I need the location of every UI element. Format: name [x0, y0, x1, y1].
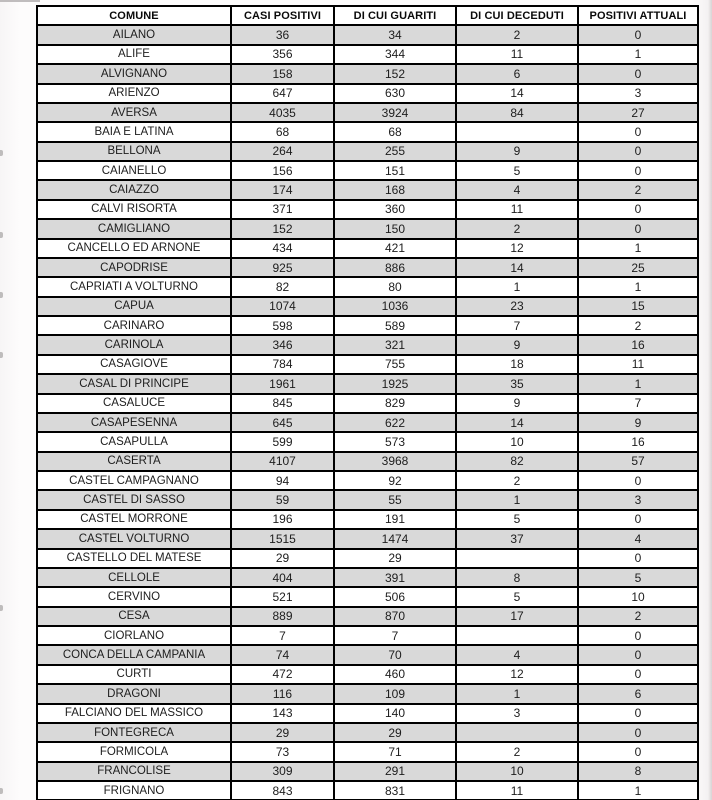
table-row — [38, 550, 699, 569]
cell-casi-positivi: 29 — [232, 724, 335, 743]
cell-di-cui-guariti: 1036 — [335, 298, 457, 317]
cell-positivi-attuali: 0 — [579, 743, 699, 762]
cell-di-cui-deceduti: 82 — [457, 453, 579, 472]
scan-speck — [0, 292, 3, 298]
cell-di-cui-guariti: 71 — [335, 743, 457, 762]
cell-di-cui-deceduti: 4 — [457, 646, 579, 665]
scan-speck — [0, 232, 3, 238]
table-row — [38, 472, 699, 491]
cell-di-cui-deceduti: 7 — [457, 317, 579, 336]
cell-casi-positivi: 94 — [232, 472, 335, 491]
cell-di-cui-deceduti: 2 — [457, 26, 579, 45]
cell-di-cui-deceduti: 4 — [457, 181, 579, 200]
cell-casi-positivi: 4035 — [232, 104, 335, 123]
cell-comune: CAPRIATI A VOLTURNO — [38, 278, 232, 297]
cell-positivi-attuali: 3 — [579, 491, 699, 510]
cell-positivi-attuali: 0 — [579, 511, 699, 530]
cell-casi-positivi: 647 — [232, 85, 335, 104]
cell-di-cui-guariti: 360 — [335, 201, 457, 220]
cell-casi-positivi: 264 — [232, 143, 335, 162]
cell-positivi-attuali: 0 — [579, 201, 699, 220]
scan-speck — [0, 150, 3, 156]
cell-di-cui-guariti: 68 — [335, 123, 457, 142]
table-row — [38, 278, 699, 297]
cell-di-cui-guariti: 886 — [335, 259, 457, 278]
table-row — [38, 588, 699, 607]
cell-casi-positivi: 82 — [232, 278, 335, 297]
cell-positivi-attuali: 15 — [579, 298, 699, 317]
cell-casi-positivi: 73 — [232, 743, 335, 762]
cell-di-cui-deceduti: 17 — [457, 608, 579, 627]
table-row — [38, 336, 699, 355]
cell-positivi-attuali: 16 — [579, 336, 699, 355]
cell-casi-positivi: 845 — [232, 395, 335, 414]
table-row — [38, 530, 699, 549]
cell-di-cui-guariti: 29 — [335, 724, 457, 743]
table-row — [38, 666, 699, 685]
cell-positivi-attuali: 0 — [579, 143, 699, 162]
cell-di-cui-guariti: 168 — [335, 181, 457, 200]
cell-positivi-attuali: 1 — [579, 375, 699, 394]
cell-casi-positivi: 1961 — [232, 375, 335, 394]
cell-positivi-attuali: 0 — [579, 705, 699, 724]
cell-comune: CAPUA — [38, 298, 232, 317]
cell-casi-positivi: 74 — [232, 646, 335, 665]
table-row — [38, 85, 699, 104]
cell-positivi-attuali: 1 — [579, 278, 699, 297]
cell-di-cui-deceduti: 2 — [457, 220, 579, 239]
cell-positivi-attuali: 3 — [579, 85, 699, 104]
cell-di-cui-guariti: 589 — [335, 317, 457, 336]
cell-positivi-attuali: 2 — [579, 181, 699, 200]
cell-casi-positivi: 598 — [232, 317, 335, 336]
cell-positivi-attuali: 4 — [579, 530, 699, 549]
cell-positivi-attuali: 5 — [579, 569, 699, 588]
scan-speck — [0, 605, 3, 611]
cell-comune: ALIFE — [38, 46, 232, 65]
cell-di-cui-guariti: 870 — [335, 608, 457, 627]
cell-di-cui-deceduti — [457, 627, 579, 646]
cell-di-cui-guariti: 7 — [335, 627, 457, 646]
cell-di-cui-guariti: 80 — [335, 278, 457, 297]
table-row — [38, 646, 699, 665]
cell-positivi-attuali: 10 — [579, 588, 699, 607]
table-row — [38, 162, 699, 181]
table-row — [38, 181, 699, 200]
cell-di-cui-guariti: 291 — [335, 763, 457, 782]
cell-comune: CASAPULLA — [38, 433, 232, 452]
table-row — [38, 201, 699, 220]
cell-comune: FORMICOLA — [38, 743, 232, 762]
cell-comune: FALCIANO DEL MASSICO — [38, 705, 232, 724]
cell-comune: CASAPESENNA — [38, 414, 232, 433]
cell-comune: FRIGNANO — [38, 782, 232, 800]
cell-positivi-attuali: 0 — [579, 472, 699, 491]
cell-di-cui-guariti: 255 — [335, 143, 457, 162]
cell-casi-positivi: 29 — [232, 550, 335, 569]
table-row — [38, 705, 699, 724]
cell-comune: AVERSA — [38, 104, 232, 123]
cell-di-cui-guariti: 1474 — [335, 530, 457, 549]
cell-positivi-attuali: 0 — [579, 162, 699, 181]
cell-casi-positivi: 843 — [232, 782, 335, 800]
cell-di-cui-guariti: 151 — [335, 162, 457, 181]
covid-table — [36, 5, 699, 800]
cell-comune: CASTEL DI SASSO — [38, 491, 232, 510]
table-row — [38, 395, 699, 414]
table-row — [38, 685, 699, 704]
cell-di-cui-deceduti: 18 — [457, 356, 579, 375]
cell-di-cui-deceduti: 9 — [457, 395, 579, 414]
cell-di-cui-guariti: 70 — [335, 646, 457, 665]
cell-di-cui-guariti: 344 — [335, 46, 457, 65]
cell-di-cui-deceduti: 6 — [457, 65, 579, 84]
cell-comune: CALVI RISORTA — [38, 201, 232, 220]
table-row — [38, 317, 699, 336]
cell-positivi-attuali: 1 — [579, 46, 699, 65]
table-row — [38, 143, 699, 162]
cell-comune: CASTEL CAMPAGNANO — [38, 472, 232, 491]
table-row — [38, 763, 699, 782]
cell-di-cui-guariti: 29 — [335, 550, 457, 569]
table-row — [38, 414, 699, 433]
cell-casi-positivi: 356 — [232, 46, 335, 65]
cell-di-cui-deceduti: 12 — [457, 240, 579, 259]
cell-di-cui-deceduti: 9 — [457, 143, 579, 162]
table-row — [38, 123, 699, 142]
cell-casi-positivi: 158 — [232, 65, 335, 84]
cell-di-cui-deceduti: 1 — [457, 685, 579, 704]
table-row — [38, 356, 699, 375]
table-row — [38, 453, 699, 472]
table-row — [38, 782, 699, 800]
cell-di-cui-guariti: 140 — [335, 705, 457, 724]
column-header-di-cui-deceduti: DI CUI DECEDUTI — [457, 7, 579, 26]
cell-casi-positivi: 784 — [232, 356, 335, 375]
table-row — [38, 46, 699, 65]
cell-di-cui-deceduti: 9 — [457, 336, 579, 355]
cell-casi-positivi: 404 — [232, 569, 335, 588]
cell-di-cui-deceduti: 11 — [457, 782, 579, 800]
cell-casi-positivi: 68 — [232, 123, 335, 142]
cell-comune: BELLONA — [38, 143, 232, 162]
cell-casi-positivi: 346 — [232, 336, 335, 355]
cell-comune: DRAGONI — [38, 685, 232, 704]
table-row — [38, 743, 699, 762]
cell-di-cui-deceduti: 14 — [457, 414, 579, 433]
table-row — [38, 511, 699, 530]
cell-casi-positivi: 196 — [232, 511, 335, 530]
cell-di-cui-deceduti: 3 — [457, 705, 579, 724]
cell-casi-positivi: 645 — [232, 414, 335, 433]
cell-di-cui-deceduti: 1 — [457, 491, 579, 510]
cell-di-cui-guariti: 829 — [335, 395, 457, 414]
table-row — [38, 433, 699, 452]
header-row — [38, 7, 699, 26]
cell-di-cui-guariti: 460 — [335, 666, 457, 685]
column-header-positivi-attuali: POSITIVI ATTUALI — [579, 7, 699, 26]
cell-di-cui-deceduti — [457, 123, 579, 142]
table-body — [38, 26, 699, 800]
cell-di-cui-deceduti — [457, 724, 579, 743]
cell-comune: ALVIGNANO — [38, 65, 232, 84]
cell-di-cui-guariti: 3968 — [335, 453, 457, 472]
cell-casi-positivi: 434 — [232, 240, 335, 259]
cell-di-cui-deceduti: 5 — [457, 162, 579, 181]
cell-comune: FONTEGRECA — [38, 724, 232, 743]
cell-comune: CAPODRISE — [38, 259, 232, 278]
cell-di-cui-deceduti: 11 — [457, 201, 579, 220]
cell-casi-positivi: 4107 — [232, 453, 335, 472]
cell-comune: CASAGIOVE — [38, 356, 232, 375]
cell-comune: BAIA E LATINA — [38, 123, 232, 142]
cell-di-cui-deceduti: 12 — [457, 666, 579, 685]
cell-di-cui-deceduti: 37 — [457, 530, 579, 549]
cell-positivi-attuali: 2 — [579, 608, 699, 627]
cell-di-cui-deceduti: 10 — [457, 433, 579, 452]
cell-positivi-attuali: 0 — [579, 123, 699, 142]
cell-comune: ARIENZO — [38, 85, 232, 104]
cell-positivi-attuali: 1 — [579, 240, 699, 259]
cell-di-cui-guariti: 150 — [335, 220, 457, 239]
cell-casi-positivi: 174 — [232, 181, 335, 200]
cell-positivi-attuali: 0 — [579, 666, 699, 685]
cell-casi-positivi: 116 — [232, 685, 335, 704]
cell-comune: CAIANELLO — [38, 162, 232, 181]
cell-di-cui-guariti: 755 — [335, 356, 457, 375]
cell-positivi-attuali: 0 — [579, 724, 699, 743]
cell-positivi-attuali: 0 — [579, 627, 699, 646]
cell-casi-positivi: 156 — [232, 162, 335, 181]
cell-comune: CERVINO — [38, 588, 232, 607]
cell-di-cui-deceduti: 23 — [457, 298, 579, 317]
cell-comune: CARINOLA — [38, 336, 232, 355]
table-row — [38, 65, 699, 84]
cell-positivi-attuali: 1 — [579, 782, 699, 800]
scan-artifact-right-edge — [708, 0, 712, 800]
cell-comune: CANCELLO ED ARNONE — [38, 240, 232, 259]
cell-positivi-attuali: 25 — [579, 259, 699, 278]
cell-comune: AILANO — [38, 26, 232, 45]
column-header-comune: COMUNE — [38, 7, 232, 26]
cell-di-cui-guariti: 391 — [335, 569, 457, 588]
cell-positivi-attuali: 0 — [579, 550, 699, 569]
cell-di-cui-guariti: 109 — [335, 685, 457, 704]
cell-di-cui-deceduti: 84 — [457, 104, 579, 123]
cell-di-cui-guariti: 831 — [335, 782, 457, 800]
cell-casi-positivi: 152 — [232, 220, 335, 239]
cell-di-cui-guariti: 321 — [335, 336, 457, 355]
cell-positivi-attuali: 8 — [579, 763, 699, 782]
cell-di-cui-guariti: 152 — [335, 65, 457, 84]
cell-casi-positivi: 36 — [232, 26, 335, 45]
cell-di-cui-guariti: 3924 — [335, 104, 457, 123]
column-header-di-cui-guariti: DI CUI GUARITI — [335, 7, 457, 26]
cell-positivi-attuali: 7 — [579, 395, 699, 414]
cell-positivi-attuali: 2 — [579, 317, 699, 336]
cell-casi-positivi: 925 — [232, 259, 335, 278]
cell-casi-positivi: 309 — [232, 763, 335, 782]
cell-casi-positivi: 143 — [232, 705, 335, 724]
cell-di-cui-deceduti: 10 — [457, 763, 579, 782]
cell-comune: FRANCOLISE — [38, 763, 232, 782]
table-row — [38, 375, 699, 394]
cell-casi-positivi: 1074 — [232, 298, 335, 317]
cell-positivi-attuali: 27 — [579, 104, 699, 123]
scan-speck — [0, 788, 3, 794]
cell-di-cui-guariti: 622 — [335, 414, 457, 433]
table-row — [38, 26, 699, 45]
cell-di-cui-guariti: 191 — [335, 511, 457, 530]
table-row — [38, 259, 699, 278]
cell-comune: CONCA DELLA CAMPANIA — [38, 646, 232, 665]
table-row — [38, 240, 699, 259]
cell-positivi-attuali: 0 — [579, 65, 699, 84]
cell-casi-positivi: 371 — [232, 201, 335, 220]
cell-comune: CELLOLE — [38, 569, 232, 588]
cell-di-cui-deceduti: 5 — [457, 511, 579, 530]
cell-di-cui-deceduti: 2 — [457, 472, 579, 491]
cell-comune: CASAL DI PRINCIPE — [38, 375, 232, 394]
cell-comune: CURTI — [38, 666, 232, 685]
cell-di-cui-guariti: 55 — [335, 491, 457, 510]
cell-comune: CASTEL MORRONE — [38, 511, 232, 530]
cell-comune: CIORLANO — [38, 627, 232, 646]
cell-di-cui-deceduti: 35 — [457, 375, 579, 394]
scan-artifact-top-edge — [0, 0, 40, 2]
cell-casi-positivi: 599 — [232, 433, 335, 452]
cell-positivi-attuali: 9 — [579, 414, 699, 433]
cell-di-cui-guariti: 1925 — [335, 375, 457, 394]
cell-di-cui-deceduti: 8 — [457, 569, 579, 588]
cell-di-cui-guariti: 92 — [335, 472, 457, 491]
cell-casi-positivi: 889 — [232, 608, 335, 627]
cell-di-cui-deceduti: 2 — [457, 743, 579, 762]
cell-di-cui-guariti: 630 — [335, 85, 457, 104]
cell-comune: CASTEL VOLTURNO — [38, 530, 232, 549]
cell-casi-positivi: 1515 — [232, 530, 335, 549]
cell-di-cui-deceduti: 14 — [457, 259, 579, 278]
table-row — [38, 569, 699, 588]
cell-casi-positivi: 59 — [232, 491, 335, 510]
cell-comune: CASERTA — [38, 453, 232, 472]
cell-di-cui-guariti: 506 — [335, 588, 457, 607]
cell-di-cui-deceduti: 11 — [457, 46, 579, 65]
cell-comune: CAIAZZO — [38, 181, 232, 200]
cell-positivi-attuali: 11 — [579, 356, 699, 375]
cell-casi-positivi: 472 — [232, 666, 335, 685]
table-row — [38, 627, 699, 646]
table-row — [38, 491, 699, 510]
table-row — [38, 724, 699, 743]
cell-comune: CARINARO — [38, 317, 232, 336]
cell-di-cui-deceduti: 5 — [457, 588, 579, 607]
column-header-casi-positivi: CASI POSITIVI — [232, 7, 335, 26]
cell-positivi-attuali: 57 — [579, 453, 699, 472]
table-row — [38, 104, 699, 123]
cell-positivi-attuali: 0 — [579, 220, 699, 239]
cell-positivi-attuali: 16 — [579, 433, 699, 452]
cell-casi-positivi: 521 — [232, 588, 335, 607]
cell-di-cui-deceduti: 14 — [457, 85, 579, 104]
cell-comune: CASTELLO DEL MATESE — [38, 550, 232, 569]
table-row — [38, 608, 699, 627]
cell-positivi-attuali: 0 — [579, 646, 699, 665]
scan-speck — [0, 352, 3, 358]
cell-comune: CAMIGLIANO — [38, 220, 232, 239]
cell-casi-positivi: 7 — [232, 627, 335, 646]
cell-di-cui-deceduti: 1 — [457, 278, 579, 297]
cell-di-cui-guariti: 34 — [335, 26, 457, 45]
cell-positivi-attuali: 6 — [579, 685, 699, 704]
cell-positivi-attuali: 0 — [579, 26, 699, 45]
cell-comune: CESA — [38, 608, 232, 627]
cell-di-cui-deceduti — [457, 550, 579, 569]
cell-comune: CASALUCE — [38, 395, 232, 414]
table-row — [38, 298, 699, 317]
cell-di-cui-guariti: 573 — [335, 433, 457, 452]
cell-di-cui-guariti: 421 — [335, 240, 457, 259]
table-row — [38, 220, 699, 239]
